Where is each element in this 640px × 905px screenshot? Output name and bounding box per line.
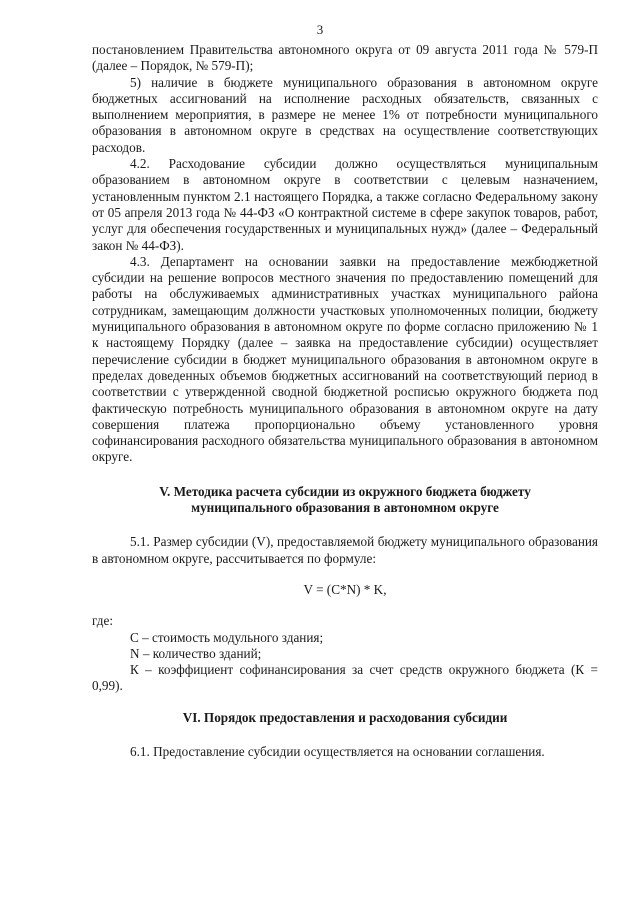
paragraph-4-2: 4.2. Расходование субсидии должно осуществляться муниципальным образованием в автономном округе в соответствии с целевым назначением, установленным пунктом 2.1 настоящего Порядка, а также согласно Федеральному закону от 05 апреля 2013 года № 44-ФЗ «О контрактной системе в сфере закупок товаров, работ, услуг для обеспечения государственных и муниципальных нужд» (далее – Федеральный закон № 44-ФЗ).: [92, 156, 598, 253]
document-body: [92, 42, 598, 760]
definition-c: С – стоимость модульного здания;: [130, 629, 324, 645]
paragraph-5-1: 5.1. Размер субсидии (V), предоставляемой бюджету муниципального образования в автономном округе, рассчитывается по формуле:: [92, 534, 598, 566]
section-5-heading-line-2: муниципального образования в автономном округе: [191, 500, 499, 516]
paragraph-continuation: постановлением Правительства автономного округа от 09 августа 2011 года № 579-П (далее – Порядок, № 579-П);: [92, 42, 598, 74]
definition-n: N – количество зданий;: [130, 645, 262, 661]
section-5-heading-line-1: V. Методика расчета субсидии из окружного бюджета бюджету: [159, 483, 531, 499]
paragraph-6-1: 6.1. Предоставление субсидии осуществляется на основании соглашения.: [130, 743, 545, 759]
definition-k: К – коэффициент софинансирования за счет средств окружного бюджета (К = 0,99).: [92, 662, 598, 694]
paragraph-item-5: 5) наличие в бюджете муниципального образования в автономном округе бюджетных ассигнований на исполнение расходных обязательств, связанных с выполнением мероприятия, в размере не менее 1% от потребности муниципального образования в автономном округе в средствах на осуществление соответствующих расходов.: [92, 74, 598, 155]
paragraph-4-3: 4.3. Департамент на основании заявки на предоставление межбюджетной субсидии на решение вопросов местного значения по предоставлению помещений для работы на обслуживаемых административных участках муниципального района сотрудникам, замещающим должности участковых уполномоченных полиции, бюджету муниципального образования в автономном округе по форме согласно приложению № 1 к настоящему Порядку (далее – заявка на предоставление субсидии) осуществляет перечисление субсидии в бюджет муниципального образования в автономном округе в пределах доведенных объемов бюджетных ассигнований на соответствующий период в соответствии с утвержденной сводной бюджетной росписью окружного бюджета под фактическую потребность муниципального образования в автономном округе на дату совершения платежа пропорционально объему установленного уровня софинансирования расходного обязательства муниципального образования в автономном округе.: [92, 253, 598, 465]
formula-where-label: где:: [92, 613, 113, 629]
formula: V = (C*N) * K,: [303, 581, 387, 597]
page-number: 3: [316, 22, 324, 37]
section-6-heading: VI. Порядок предоставления и расходования субсидии: [182, 709, 508, 725]
